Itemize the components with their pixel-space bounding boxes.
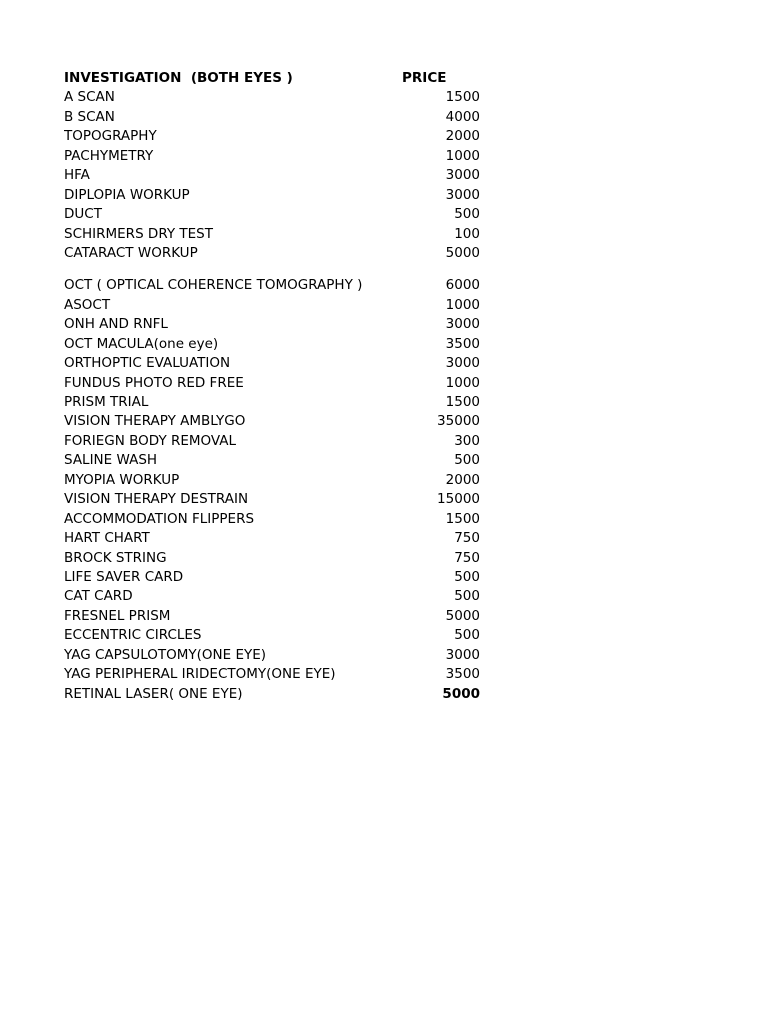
table-row: [64, 88, 484, 107]
group-spacer: [64, 263, 484, 276]
table-row: [64, 646, 484, 665]
investigation-price: 5000: [445, 607, 480, 624]
investigation-name: FORIEGN BODY REMOVAL: [64, 432, 237, 449]
investigation-price: 750: [454, 530, 480, 547]
investigation-price: 750: [454, 549, 480, 566]
table-row: [64, 108, 484, 127]
table-row: [64, 510, 484, 529]
investigation-name: YAG CAPSULOTOMY(ONE EYE): [64, 646, 267, 663]
table-row: [64, 127, 484, 146]
price-list-sheet: [64, 69, 484, 704]
investigation-price: 500: [454, 206, 480, 223]
investigation-price: 1000: [445, 147, 480, 164]
investigation-price: 3000: [445, 646, 480, 663]
investigation-price: 500: [454, 588, 480, 605]
investigation-name: RETINAL LASER( ONE EYE): [64, 685, 243, 702]
investigation-name: HART CHART: [64, 530, 150, 547]
investigation-name: DUCT: [64, 206, 102, 223]
investigation-price: 3000: [445, 316, 480, 333]
investigation-price: 5000: [445, 244, 480, 261]
investigation-name: FUNDUS PHOTO RED FREE: [64, 374, 244, 391]
investigation-name: CAT CARD: [64, 588, 133, 605]
table-row: [64, 393, 484, 412]
table-row: [64, 626, 484, 645]
investigation-name: B SCAN: [64, 108, 115, 125]
table-row: [64, 166, 484, 185]
investigation-name: DIPLOPIA WORKUP: [64, 186, 190, 203]
investigation-name: VISION THERAPY AMBLYGO: [64, 413, 246, 430]
price-header: PRICE: [402, 70, 447, 86]
table-row: [64, 374, 484, 393]
investigation-price: 3000: [445, 167, 480, 184]
investigation-name: YAG PERIPHERAL IRIDECTOMY(ONE EYE): [64, 666, 336, 683]
investigation-name: ONH AND RNFL: [64, 316, 168, 333]
table-row: [64, 147, 484, 166]
table-row: [64, 335, 484, 354]
investigation-price: 3000: [445, 355, 480, 372]
table-row: [64, 529, 484, 548]
investigation-price: 5000: [442, 685, 480, 702]
table-row: [64, 244, 484, 263]
table-row: [64, 568, 484, 587]
investigation-name: CATARACT WORKUP: [64, 244, 198, 261]
investigation-name: PRISM TRIAL: [64, 394, 149, 410]
investigation-name: A SCAN: [64, 89, 115, 106]
investigation-price: 500: [454, 568, 480, 585]
investigation-name: ASOCT: [64, 296, 111, 313]
investigation-name: FRESNEL PRISM: [64, 607, 171, 624]
investigation-price: 1500: [445, 510, 480, 527]
table-row: [64, 471, 484, 490]
investigation-name: OCT MACULA(one eye): [64, 335, 219, 352]
investigation-name: HFA: [64, 167, 90, 184]
investigation-price: 2000: [445, 471, 480, 488]
table-row: [64, 607, 484, 626]
table-row: [64, 685, 484, 704]
investigation-price: 1000: [445, 296, 480, 313]
investigation-price: 1500: [445, 89, 480, 106]
investigation-name: OCT ( OPTICAL COHERENCE TOMOGRAPHY ): [64, 277, 363, 294]
investigation-name: ECCENTRIC CIRCLES: [64, 627, 202, 644]
investigation-name: SALINE WASH: [64, 452, 158, 469]
investigation-group-1: [64, 88, 484, 263]
table-row: [64, 354, 484, 373]
investigation-name: VISION THERAPY DESTRAIN: [64, 491, 249, 508]
investigation-name: SCHIRMERS DRY TEST: [64, 225, 213, 242]
investigation-price: 500: [454, 452, 480, 469]
investigation-name: ACCOMMODATION FLIPPERS: [64, 510, 255, 527]
table-row: [64, 276, 484, 295]
table-row: [64, 451, 484, 470]
investigation-name: PACHYMETRY: [64, 147, 154, 164]
table-row: [64, 205, 484, 224]
investigation-price: 100: [454, 225, 480, 242]
investigation-name: MYOPIA WORKUP: [64, 471, 180, 488]
header-row: [64, 69, 484, 88]
investigation-name: ORTHOPTIC EVALUATION: [64, 355, 231, 372]
investigation-price: 6000: [445, 277, 480, 294]
table-row: [64, 296, 484, 315]
investigation-name: LIFE SAVER CARD: [64, 568, 184, 585]
table-row: [64, 186, 484, 205]
table-row: [64, 432, 484, 451]
investigation-group-2: [64, 276, 484, 704]
investigation-price: 4000: [445, 108, 480, 125]
investigation-header: INVESTIGATION (BOTH EYES ): [64, 70, 293, 86]
investigation-price: 3500: [445, 666, 480, 683]
table-row: [64, 412, 484, 431]
table-row: [64, 225, 484, 244]
investigation-price: 3500: [445, 335, 480, 352]
investigation-price: 35000: [437, 413, 480, 430]
investigation-price: 1500: [445, 394, 480, 410]
table-row: [64, 665, 484, 684]
table-row: [64, 549, 484, 568]
investigation-price: 1000: [445, 374, 480, 391]
investigation-price: 2000: [445, 128, 480, 145]
investigation-price: 15000: [437, 491, 480, 508]
table-row: [64, 587, 484, 606]
investigation-price: 500: [454, 627, 480, 644]
investigation-price: 3000: [445, 186, 480, 203]
investigation-price: 300: [454, 432, 480, 449]
table-row: [64, 490, 484, 509]
investigation-name: TOPOGRAPHY: [64, 128, 157, 145]
table-row: [64, 315, 484, 334]
investigation-name: BROCK STRING: [64, 549, 167, 566]
